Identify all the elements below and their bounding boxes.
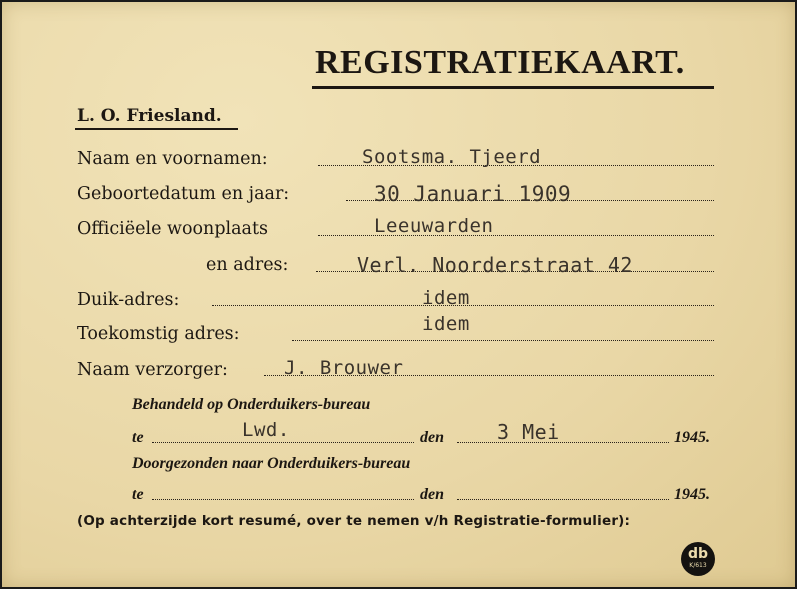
adres-value: Verl. Noorderstraat 42 [357,253,633,277]
behandeld-den-line [457,442,669,443]
card-title: REGISTRATIEKAART. [315,44,685,81]
woonplaats-value: Leeuwarden [374,215,494,237]
geboortedatum-label: Geboortedatum en jaar: [77,184,290,204]
registration-card [2,2,795,587]
behandeld-te-line [152,442,414,443]
behandeld-te-label: te [132,429,144,446]
behandeld-den-value: 3 Mei [497,420,560,444]
behandeld-year: 1945. [674,429,710,446]
toekomstig-adres-value: idem [422,313,470,335]
naam-label: Naam en voornamen: [77,149,268,169]
adres-label: en adres: [206,255,289,275]
geboortedatum-value: 30 Januari 1909 [374,182,572,206]
printer-logo [681,542,715,576]
doorgezonden-heading: Doorgezonden naar Onderduikers-bureau [132,455,411,472]
printer-logo-code: K/613 [689,562,707,569]
title-underline [312,86,714,89]
organization-underline [75,128,238,130]
doorgezonden-year: 1945. [674,486,710,503]
doorgezonden-den-line [457,499,669,500]
organization-name: L. O. Friesland. [77,106,222,126]
footer-note: (Op achterzijde kort resumé, over te nemen v/h Registratie-formulier): [77,513,631,529]
woonplaats-label: Officiëele woonplaats [77,219,269,239]
duik-adres-value: idem [422,287,470,309]
toekomstig-adres-line [292,340,714,341]
doorgezonden-te-line [152,499,414,500]
naam-value: Sootsma. Tjeerd [362,146,542,168]
verzorger-label: Naam verzorger: [77,360,228,380]
duik-adres-label: Duik-adres: [77,290,180,310]
behandeld-heading: Behandeld op Onderduikers-bureau [132,396,371,413]
doorgezonden-te-label: te [132,486,144,503]
verzorger-value: J. Brouwer [284,357,404,379]
behandeld-den-label: den [420,429,444,446]
behandeld-te-value: Lwd. [242,419,290,441]
printer-logo-mark: db [687,546,709,562]
toekomstig-adres-label: Toekomstig adres: [77,324,240,344]
doorgezonden-den-label: den [420,486,444,503]
